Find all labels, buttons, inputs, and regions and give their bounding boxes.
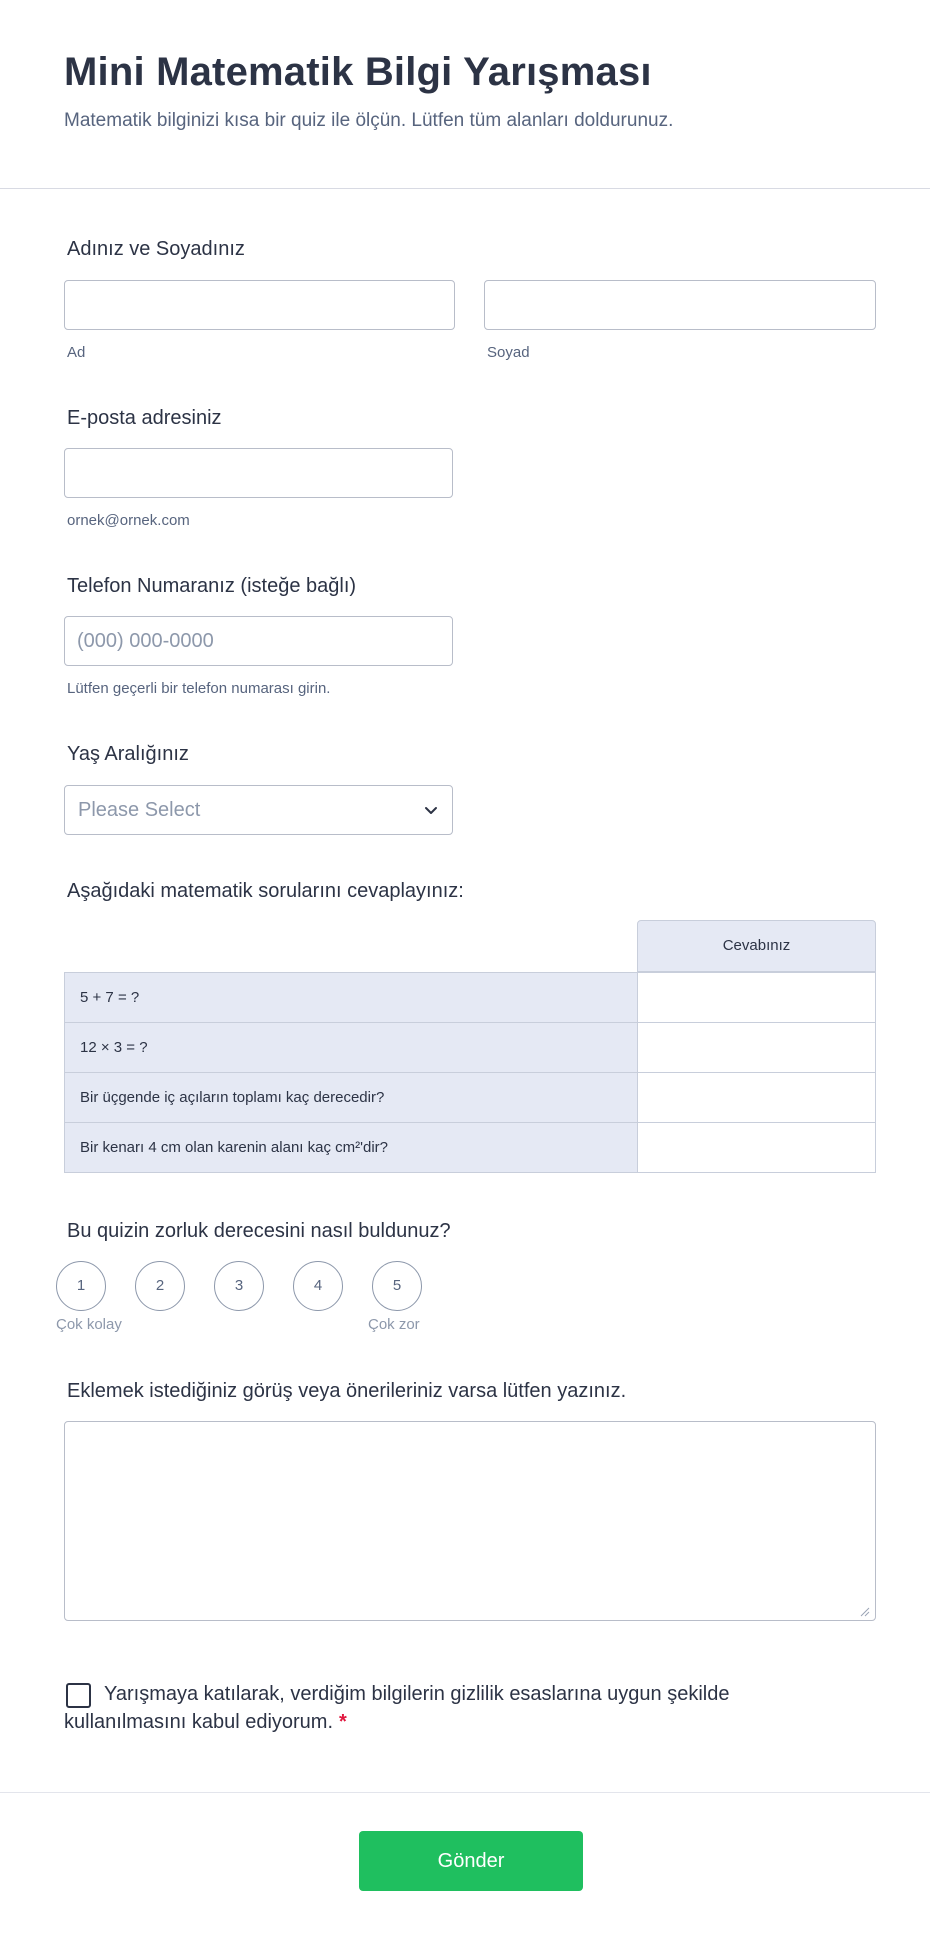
matrix-answer-input[interactable]	[637, 1072, 876, 1123]
consent-label: Yarışmaya katılarak, verdiğim bilgilerin gizlilik esaslarına uygun şekilde kullanılmasını kabul ediyorum.	[64, 1683, 730, 1733]
last-name-sublabel: Soyad	[487, 344, 530, 361]
matrix-answer-input[interactable]	[637, 1022, 876, 1073]
form-header	[0, 0, 930, 189]
matrix-answer-input[interactable]	[637, 972, 876, 1023]
consent-text	[64, 1680, 804, 1736]
matrix-question: 12 × 3 = ?	[64, 1022, 637, 1073]
page-title: Mini Matematik Bilgi Yarışması	[64, 50, 652, 94]
email-label: E-posta adresiniz	[67, 407, 222, 429]
resize-grip-icon[interactable]	[858, 1605, 870, 1617]
matrix-column-header: Cevabınız	[637, 920, 876, 972]
matrix-row	[64, 972, 876, 1023]
matrix-question: Bir üçgende iç açıların toplamı kaç derecedir?	[64, 1072, 637, 1123]
submit-button[interactable]: Gönder	[359, 1831, 583, 1891]
age-label: Yaş Aralığınız	[67, 743, 189, 765]
matrix-question: 5 + 7 = ?	[64, 972, 637, 1023]
name-label: Adınız ve Soyadınız	[67, 238, 245, 260]
rating-high-caption: Çok zor	[368, 1316, 420, 1333]
first-name-sublabel: Ad	[67, 344, 86, 361]
first-name-input[interactable]	[64, 280, 455, 330]
last-name-input[interactable]	[484, 280, 876, 330]
phone-input[interactable]	[64, 616, 453, 666]
rating-option-1[interactable]: 1	[56, 1261, 106, 1311]
age-select[interactable]	[64, 785, 453, 835]
matrix-row	[64, 1022, 876, 1073]
rating-low-caption: Çok kolay	[56, 1316, 122, 1333]
rating-option-4[interactable]: 4	[293, 1261, 343, 1311]
rating-option-2[interactable]: 2	[135, 1261, 185, 1311]
matrix-label: Aşağıdaki matematik sorularını cevaplayınız:	[67, 880, 464, 902]
comments-label: Eklemek istediğiniz görüş veya önerileriniz varsa lütfen yazınız.	[67, 1380, 627, 1402]
rating-option-3[interactable]: 3	[214, 1261, 264, 1311]
required-asterisk: *	[339, 1711, 347, 1733]
email-sublabel: ornek@ornek.com	[67, 512, 190, 529]
page-subtitle: Matematik bilginizi kısa bir quiz ile ölçün. Lütfen tüm alanları doldurunuz.	[64, 110, 674, 131]
email-input[interactable]	[64, 448, 453, 498]
matrix-answer-input[interactable]	[637, 1122, 876, 1173]
rating-option-5[interactable]: 5	[372, 1261, 422, 1311]
phone-label: Telefon Numaranız (isteğe bağlı)	[67, 575, 357, 597]
chevron-down-icon	[422, 801, 440, 819]
matrix-row	[64, 1072, 876, 1123]
phone-sublabel: Lütfen geçerli bir telefon numarası girin.	[67, 680, 331, 697]
rating-label: Bu quizin zorluk derecesini nasıl buldunuz?	[67, 1220, 451, 1242]
age-select-value: Please Select	[78, 799, 201, 821]
matrix-question: Bir kenarı 4 cm olan karenin alanı kaç cm²'dir?	[64, 1122, 637, 1173]
matrix-row	[64, 1122, 876, 1173]
comments-textarea[interactable]	[64, 1421, 876, 1621]
